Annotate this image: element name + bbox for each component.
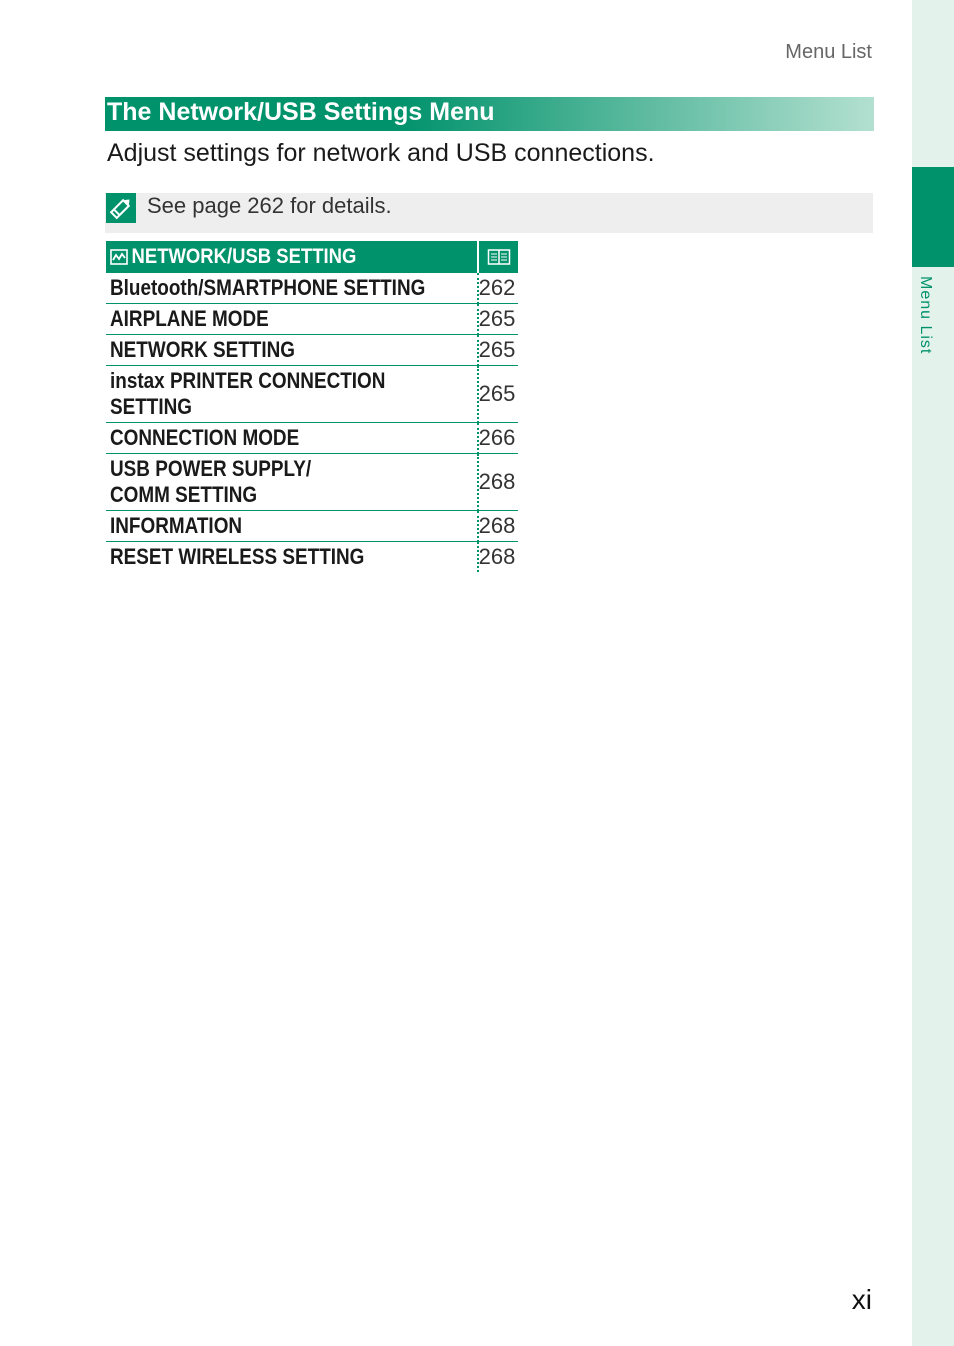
menu-item-cell	[106, 423, 478, 454]
table-header-cell	[106, 241, 478, 273]
menu-item-label: instax PRINTER CONNECTION	[110, 368, 386, 393]
network-icon	[110, 249, 128, 265]
note-pencil-icon	[106, 193, 136, 223]
table-row	[106, 335, 518, 366]
table-row	[106, 511, 518, 542]
menu-item-label: NETWORK SETTING	[110, 337, 295, 362]
table-header-title: NETWORK/USB SETTING	[131, 245, 357, 268]
menu-item-cell	[106, 366, 478, 423]
menu-item-cell	[106, 454, 478, 511]
menu-item-label: CONNECTION MODE	[110, 425, 300, 450]
page-reference: 265	[478, 304, 519, 335]
menu-item-cell	[106, 304, 478, 335]
running-head: Menu List	[785, 41, 872, 63]
page-reference: 265	[478, 335, 519, 366]
menu-item-label: AIRPLANE MODE	[110, 306, 269, 331]
book-icon	[487, 248, 511, 266]
intro-text: Adjust settings for network and USB connections.	[107, 139, 655, 167]
table-header	[106, 241, 518, 273]
table-row	[106, 366, 518, 423]
table-row	[106, 273, 518, 304]
section-title-bar	[105, 97, 874, 131]
page-number: xi	[851, 1284, 872, 1315]
page-column-header	[478, 241, 519, 273]
menu-item-cell	[106, 511, 478, 542]
page-reference: 268	[478, 542, 519, 573]
menu-item-cell	[106, 542, 478, 573]
table-row	[106, 542, 518, 573]
page-reference: 268	[478, 454, 519, 511]
table-row	[106, 304, 518, 335]
note-box	[105, 193, 873, 233]
page-reference: 268	[478, 511, 519, 542]
menu-item-label: INFORMATION	[110, 513, 243, 538]
side-tab-marker	[912, 167, 954, 267]
note-text: See page 262 for details.	[147, 193, 392, 218]
page-reference: 266	[478, 423, 519, 454]
page-reference: 265	[478, 366, 519, 423]
menu-item-label: COMM SETTING	[110, 482, 258, 507]
page-reference: 262	[478, 273, 519, 304]
side-tab-label: Menu List	[917, 276, 934, 355]
menu-item-label: RESET WIRELESS SETTING	[110, 544, 365, 569]
menu-item-cell	[106, 273, 478, 304]
menu-item-label: SETTING	[110, 394, 192, 419]
menu-item-label: USB POWER SUPPLY/	[110, 456, 312, 481]
table-row	[106, 423, 518, 454]
menu-item-label: Bluetooth/SMARTPHONE SETTING	[110, 275, 426, 300]
table-row	[106, 454, 518, 511]
section-title: The Network/USB Settings Menu	[107, 98, 495, 126]
menu-item-cell	[106, 335, 478, 366]
menu-table	[106, 241, 518, 572]
